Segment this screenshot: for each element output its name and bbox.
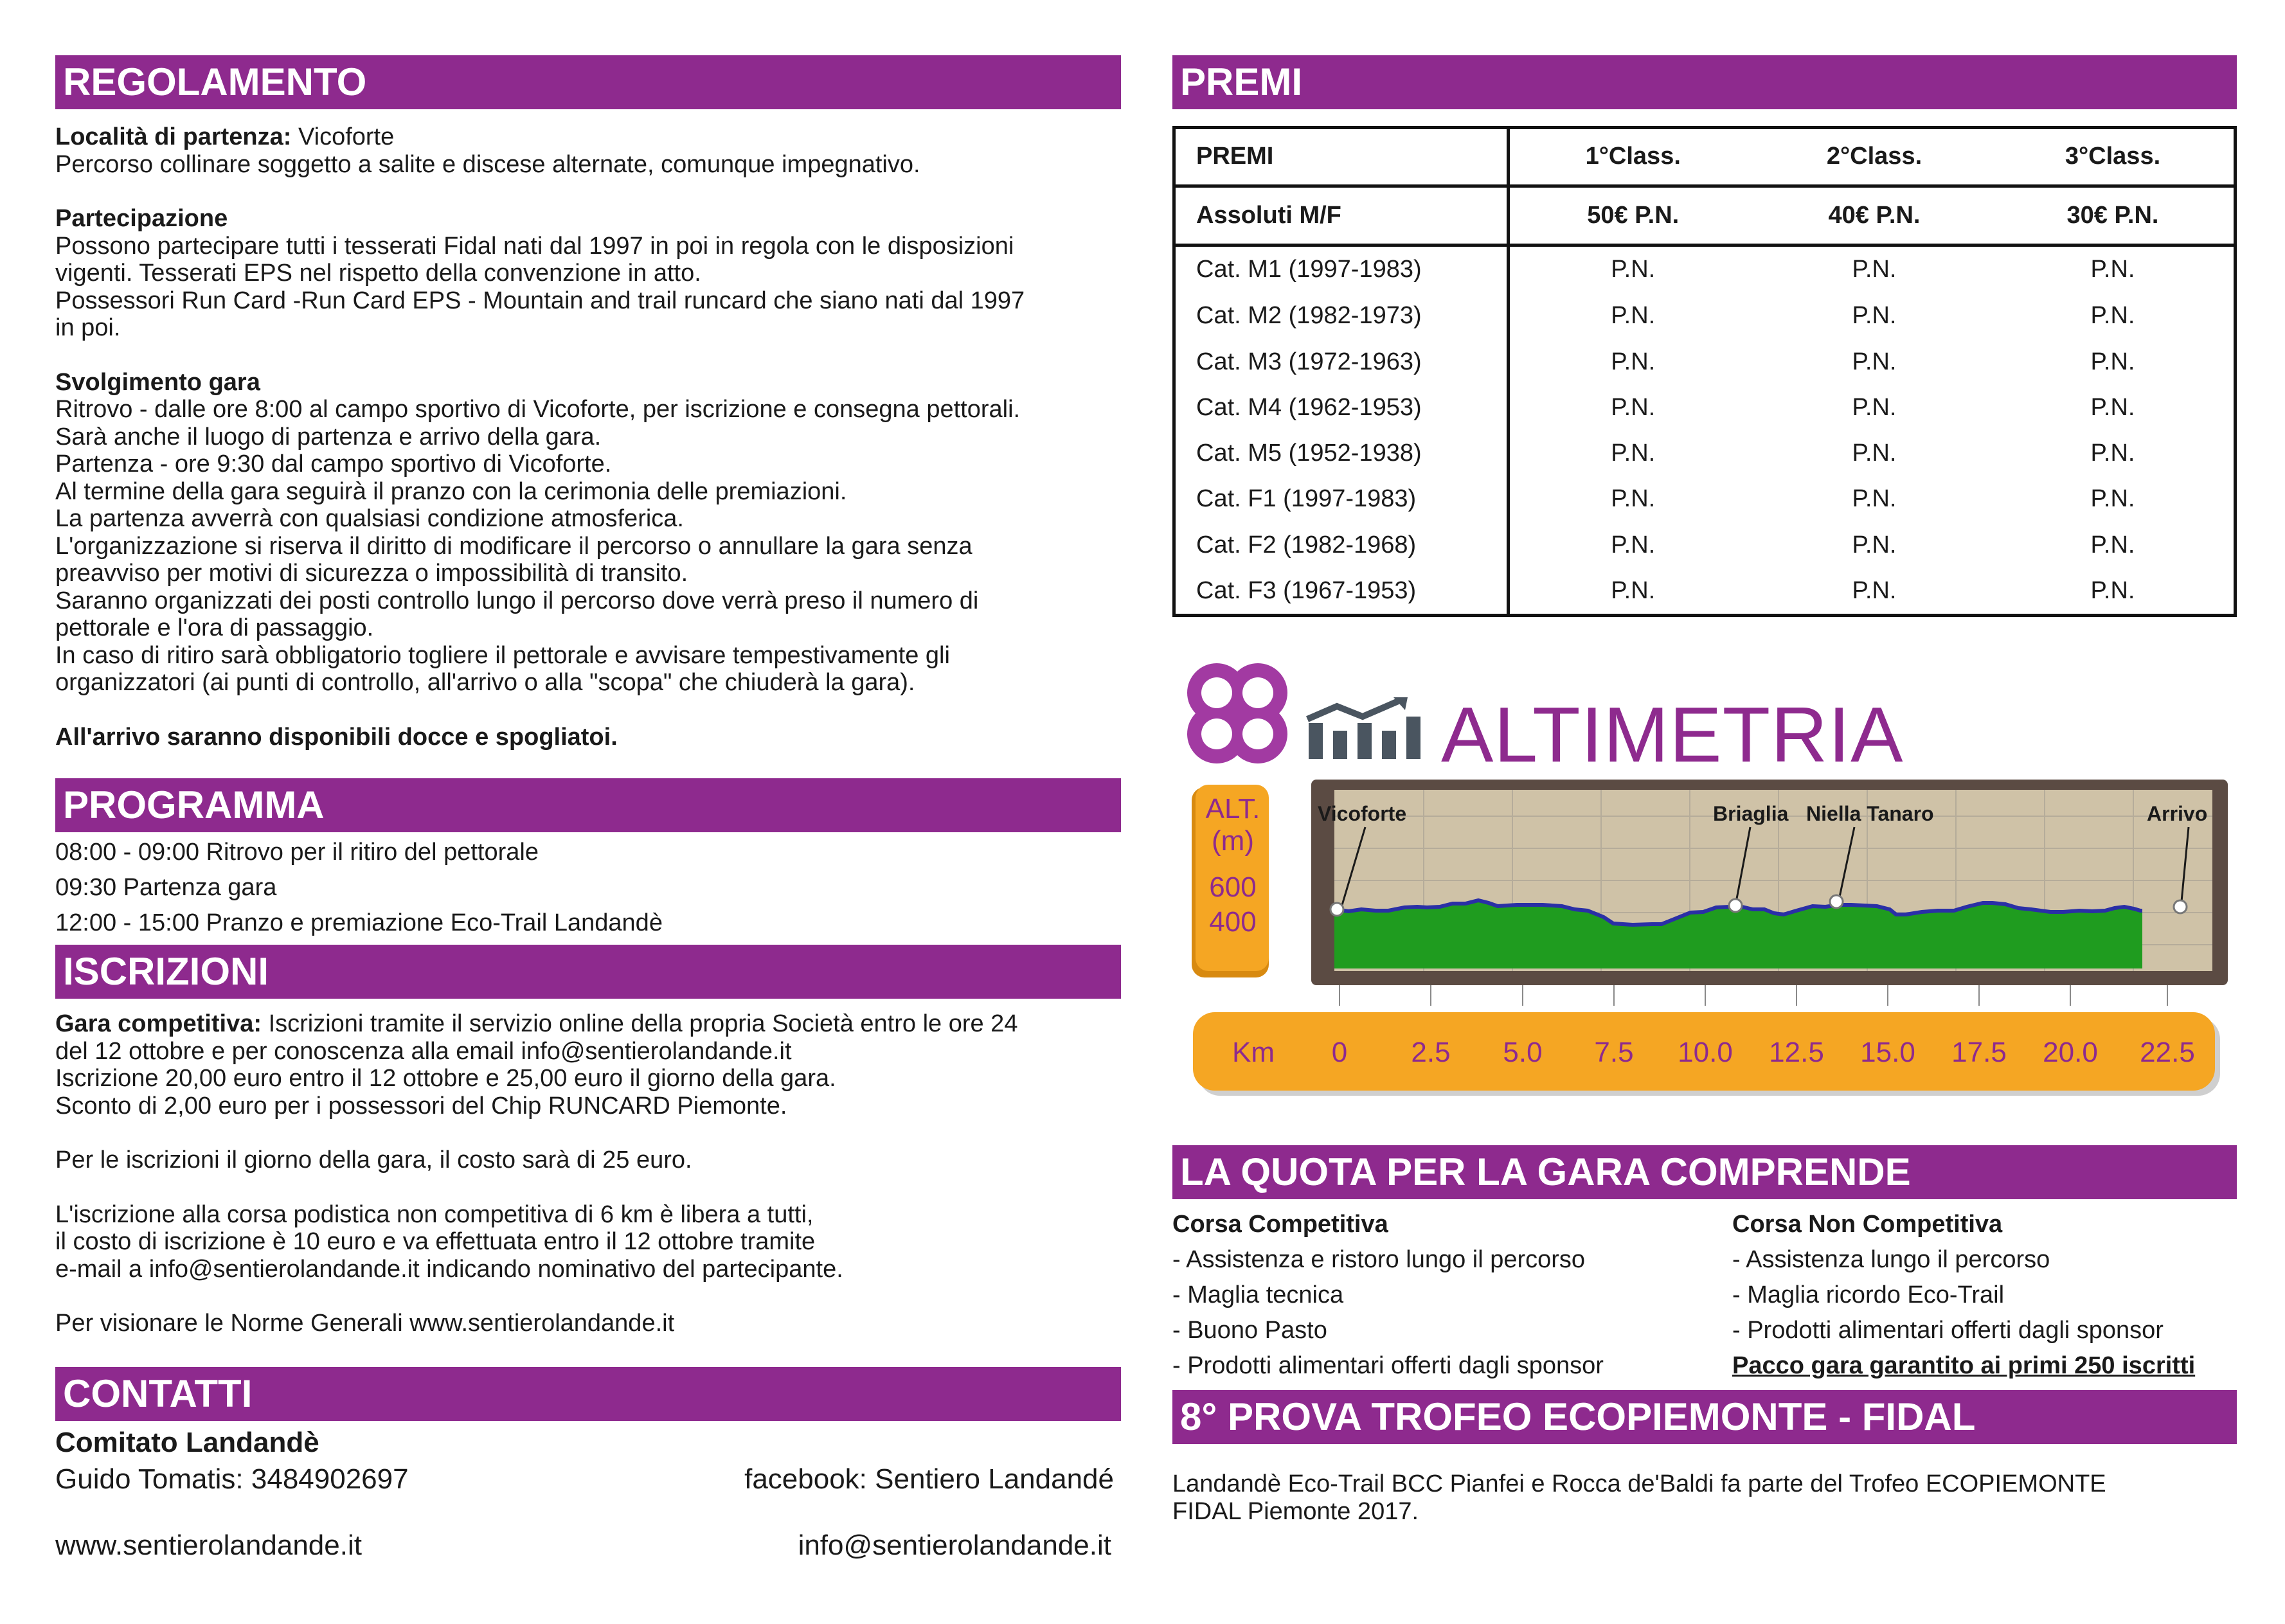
table-cell: P.N. <box>2090 393 2135 421</box>
svolgimento-line: preavviso per motivi di sicurezza o impossibilità di transito. <box>55 560 688 587</box>
table-cell: P.N. <box>1611 485 1656 513</box>
quota-header <box>1172 1145 2237 1199</box>
svolgimento-line: organizzatori (ai punti di controllo, all'arrivo o alla "scopa" che chiuderà la gara). <box>55 669 915 696</box>
programma-item: 12:00 - 15:00 Pranzo e premiazione Eco-Trail Landandè <box>55 909 663 936</box>
km-tick-label: 0 <box>1331 1037 1348 1068</box>
waypoint-label: Briaglia <box>1713 802 1789 825</box>
table-cell: P.N. <box>2090 302 2135 330</box>
km-tick-label: 7.5 <box>1594 1037 1634 1068</box>
km-tick-marks <box>1340 985 2167 1006</box>
table-cell: Cat. M3 (1972-1963) <box>1176 339 1508 385</box>
table-row <box>1176 293 2234 339</box>
svolgimento-title: Svolgimento gara <box>55 368 260 396</box>
table-cell: Cat. F1 (1997-1983) <box>1176 476 1508 522</box>
table-cell: P.N. <box>2090 348 2135 375</box>
km-tick-label: 17.5 <box>1951 1037 2007 1068</box>
table-row <box>1176 385 2234 431</box>
assoluti-cell: 40€ P.N. <box>1757 186 1992 245</box>
giorno-gara-note: Per le iscrizioni il giorno della gara, il costo sarà di 25 euro. <box>55 1147 692 1173</box>
table-cell: Cat. M2 (1982-1973) <box>1176 293 1508 339</box>
bar-chart-icon <box>1305 697 1427 762</box>
competitiva-title: Corsa Competitiva <box>1172 1211 1388 1238</box>
contatto-telefono: Guido Tomatis: 3484902697 <box>55 1463 409 1495</box>
docce-note: All'arrivo saranno disponibili docce e spogliatoi. <box>55 723 618 751</box>
competitiva-column <box>1172 1207 1732 1384</box>
table-cell: P.N. <box>1611 348 1656 375</box>
table-cell: P.N. <box>1611 576 1656 604</box>
regolamento-body <box>55 123 1135 751</box>
assoluti-cell: 50€ P.N. <box>1508 186 1757 245</box>
iscrizioni-header <box>55 945 1121 999</box>
svolgimento-line: In caso di ritiro sarà obbligatorio togliere il pettorale e avvisare tempestivamente gli <box>55 641 950 669</box>
table-cell: P.N. <box>1611 531 1656 558</box>
list-item: - Buono Pasto <box>1172 1317 1327 1344</box>
table-cell: P.N. <box>1852 576 1897 604</box>
table-row <box>1176 431 2234 476</box>
table-row <box>1176 339 2234 385</box>
waypoint-marker-vicoforte <box>1331 903 1343 916</box>
table-row <box>1176 245 2234 293</box>
non-competitiva-line: L'iscrizione alla corsa podistica non competitiva di 6 km è libera a tutti, <box>55 1200 814 1228</box>
premi-header <box>1172 55 2237 109</box>
list-item: - Assistenza e ristoro lungo il percorso <box>1172 1246 1586 1273</box>
header-cell: 3°Class. <box>1992 129 2234 186</box>
km-tick-label: 2.5 <box>1411 1037 1451 1068</box>
altimetria-title: ALTIMETRIA <box>1441 691 1904 778</box>
flower-logo-icon <box>1179 656 1295 771</box>
km-tick-label: 5.0 <box>1503 1037 1543 1068</box>
waypoint-marker-niella <box>1830 895 1843 908</box>
waypoint-marker-briaglia <box>1729 899 1742 912</box>
header-cell: PREMI <box>1176 129 1508 186</box>
iscrizioni-title: ISCRIZIONI <box>63 950 269 993</box>
list-item: - Maglia tecnica <box>1172 1281 1344 1308</box>
km-label: Km <box>1232 1037 1275 1068</box>
norme-note: Per visionare le Norme Generali www.sentierolandande.it <box>55 1310 675 1337</box>
km-tick-label: 12.5 <box>1769 1037 1824 1068</box>
table-cell: P.N. <box>1852 256 1897 283</box>
svolgimento-line: Saranno organizzati dei posti controllo lungo il percorso dove verrà preso il numero di <box>55 587 979 614</box>
trofeo-header <box>1172 1390 2237 1444</box>
gara-line: Iscrizione 20,00 euro entro il 12 ottobre e 25,00 euro il giorno della gara. <box>55 1065 836 1092</box>
quota-title: LA QUOTA PER LA GARA COMPRENDE <box>1180 1150 1911 1193</box>
table-cell: P.N. <box>2090 256 2135 283</box>
non-competitiva-line: e-mail a info@sentierolandande.it indicando nominativo del partecipante. <box>55 1255 843 1283</box>
svolgimento-line: pettorale e l'ora di passaggio. <box>55 614 374 641</box>
premi-grid <box>1176 129 2234 614</box>
waypoint-label: Vicoforte <box>1318 802 1407 825</box>
km-tick-label: 20.0 <box>2043 1037 2098 1068</box>
localita-label: Località di partenza: <box>55 123 292 150</box>
non-competitiva-line: il costo di iscrizione è 10 euro e va effettuata entro il 12 ottobre tramite <box>55 1228 816 1255</box>
partecipazione-line: Possono partecipare tutti i tesserati Fidal nati dal 1997 in poi in regola con le disposizioni <box>55 232 1014 260</box>
localita-value: Vicoforte <box>298 123 395 150</box>
trofeo-line: FIDAL Piemonte 2017. <box>1172 1497 1419 1525</box>
svolgimento-line: Sarà anche il luogo di partenza e arrivo della gara. <box>55 423 602 451</box>
svolgimento-line: Al termine della gara seguirà il pranzo con la cerimonia delle premiazioni. <box>55 477 847 505</box>
pacco-gara-note: Pacco gara garantito ai primi 250 iscritti <box>1732 1352 2196 1379</box>
list-item: - Prodotti alimentari offerti dagli sponsor <box>1172 1352 1604 1379</box>
table-cell: P.N. <box>1611 302 1656 330</box>
waypoint-marker-arrivo <box>2174 900 2187 913</box>
km-tick-label: 22.5 <box>2140 1037 2195 1068</box>
partecipazione-line: Possessori Run Card -Run Card EPS - Mountain and trail runcard che siano nati dal 1997 <box>55 287 1025 314</box>
table-cell: P.N. <box>1852 393 1897 421</box>
svolgimento-line: Partenza - ore 9:30 dal campo sportivo di Vicoforte. <box>55 451 612 477</box>
programma-item: 08:00 - 09:00 Ritrovo per il ritiro del pettorale <box>55 839 539 866</box>
table-cell: Cat. F3 (1967-1953) <box>1176 568 1508 614</box>
assoluti-cell: 30€ P.N. <box>1992 186 2234 245</box>
gara-line: del 12 ottobre e per conoscenza alla email info@sentierolandande.it <box>55 1037 792 1065</box>
gara-competitiva-label: Gara competitiva: <box>55 1010 262 1037</box>
non-competitiva-column <box>1732 1207 2246 1384</box>
table-cell: P.N. <box>2090 485 2135 513</box>
partecipazione-title: Partecipazione <box>55 205 228 232</box>
table-cell: P.N. <box>1852 348 1897 375</box>
table-cell: P.N. <box>2090 576 2135 604</box>
table-cell: Cat. M5 (1952-1938) <box>1176 431 1508 476</box>
localita-desc: Percorso collinare soggetto a salite e discese alternate, comunque impegnativo. <box>55 150 920 178</box>
table-cell: P.N. <box>1611 393 1656 421</box>
waypoint-label: Arrivo <box>2147 802 2208 825</box>
table-cell: P.N. <box>1611 440 1656 467</box>
website-link[interactable]: www.sentierolandande.it <box>55 1530 362 1561</box>
premi-header-row <box>1176 129 2234 186</box>
table-row <box>1176 476 2234 522</box>
header-cell: 1°Class. <box>1508 129 1757 186</box>
list-item: - Maglia ricordo Eco-Trail <box>1732 1281 2005 1308</box>
alt-label: ALT. <box>1205 793 1260 825</box>
gara-competitiva-line <box>55 1010 1135 1038</box>
altimetria-chart <box>1183 774 2237 1109</box>
table-cell: Cat. M4 (1962-1953) <box>1176 385 1508 431</box>
regolamento-header <box>55 55 1121 109</box>
partecipazione-line: in poi. <box>55 314 121 341</box>
partecipazione-line: vigenti. Tesserati EPS nel rispetto della convenzione in atto. <box>55 260 701 287</box>
contatti-header <box>55 1367 1121 1421</box>
iscrizioni-body <box>55 1010 1135 1337</box>
trofeo-line: Landandè Eco-Trail BCC Pianfei e Rocca de'Baldi fa parte del Trofeo ECOPIEMONTE <box>1172 1470 2106 1497</box>
assoluti-row <box>1176 186 2234 245</box>
waypoint-label: Niella Tanaro <box>1806 802 1934 825</box>
table-cell: P.N. <box>1852 440 1897 467</box>
table-row <box>1176 522 2234 567</box>
svolgimento-line: L'organizzazione si riserva il diritto di modificare il percorso o annullare la gara senza <box>55 532 972 560</box>
premi-title: PREMI <box>1180 60 1303 103</box>
programma-title: PROGRAMMA <box>63 783 325 826</box>
alt-unit: (m) <box>1212 825 1254 857</box>
table-cell: Cat. F2 (1982-1968) <box>1176 522 1508 567</box>
regolamento-title: REGOLAMENTO <box>63 60 367 103</box>
contatti-title: CONTATTI <box>63 1372 253 1415</box>
premi-table <box>1172 126 2237 617</box>
km-tick-label: 10.0 <box>1678 1037 1733 1068</box>
programma-item: 09:30 Partenza gara <box>55 874 277 901</box>
programma-header <box>55 778 1121 832</box>
table-cell: Cat. M1 (1997-1983) <box>1176 245 1508 293</box>
gara-competitiva-text: Iscrizioni tramite il servizio online della propria Società entro le ore 24 <box>268 1010 1018 1037</box>
non-competitiva-title: Corsa Non Competitiva <box>1732 1211 2003 1238</box>
trofeo-title: 8° PROVA TROFEO ECOPIEMONTE - FIDAL <box>1180 1395 1976 1438</box>
svolgimento-line: Ritrovo - dalle ore 8:00 al campo sportivo di Vicoforte, per iscrizione e consegna pettorali. <box>55 396 1021 423</box>
svolgimento-line: La partenza avverrà con qualsiasi condizione atmosferica. <box>55 505 684 532</box>
table-cell: P.N. <box>2090 440 2135 467</box>
table-cell: P.N. <box>1611 256 1656 283</box>
list-item: - Prodotti alimentari offerti dagli sponsor <box>1732 1317 2164 1344</box>
assoluti-cell: Assoluti M/F <box>1176 186 1508 245</box>
facebook-link[interactable]: facebook: Sentiero Landandé <box>744 1463 1114 1495</box>
table-cell: P.N. <box>1852 485 1897 513</box>
list-item: - Assistenza lungo il percorso <box>1732 1246 2050 1273</box>
comitato-name: Comitato Landandè <box>55 1427 319 1458</box>
km-tick-label: 15.0 <box>1860 1037 1915 1068</box>
trofeo-body <box>1172 1470 2265 1525</box>
header-cell: 2°Class. <box>1757 129 1992 186</box>
gara-line: Sconto di 2,00 euro per i possessori del Chip RUNCARD Piemonte. <box>55 1092 787 1120</box>
table-cell: P.N. <box>1852 531 1897 558</box>
table-cell: P.N. <box>2090 531 2135 558</box>
table-row <box>1176 568 2234 614</box>
alt-tick: 400 <box>1209 906 1257 938</box>
localita-line <box>55 123 1135 151</box>
table-cell: P.N. <box>1852 302 1897 330</box>
programma-list <box>55 835 1121 941</box>
alt-tick: 600 <box>1209 871 1257 903</box>
email-link[interactable]: info@sentierolandande.it <box>798 1530 1111 1561</box>
